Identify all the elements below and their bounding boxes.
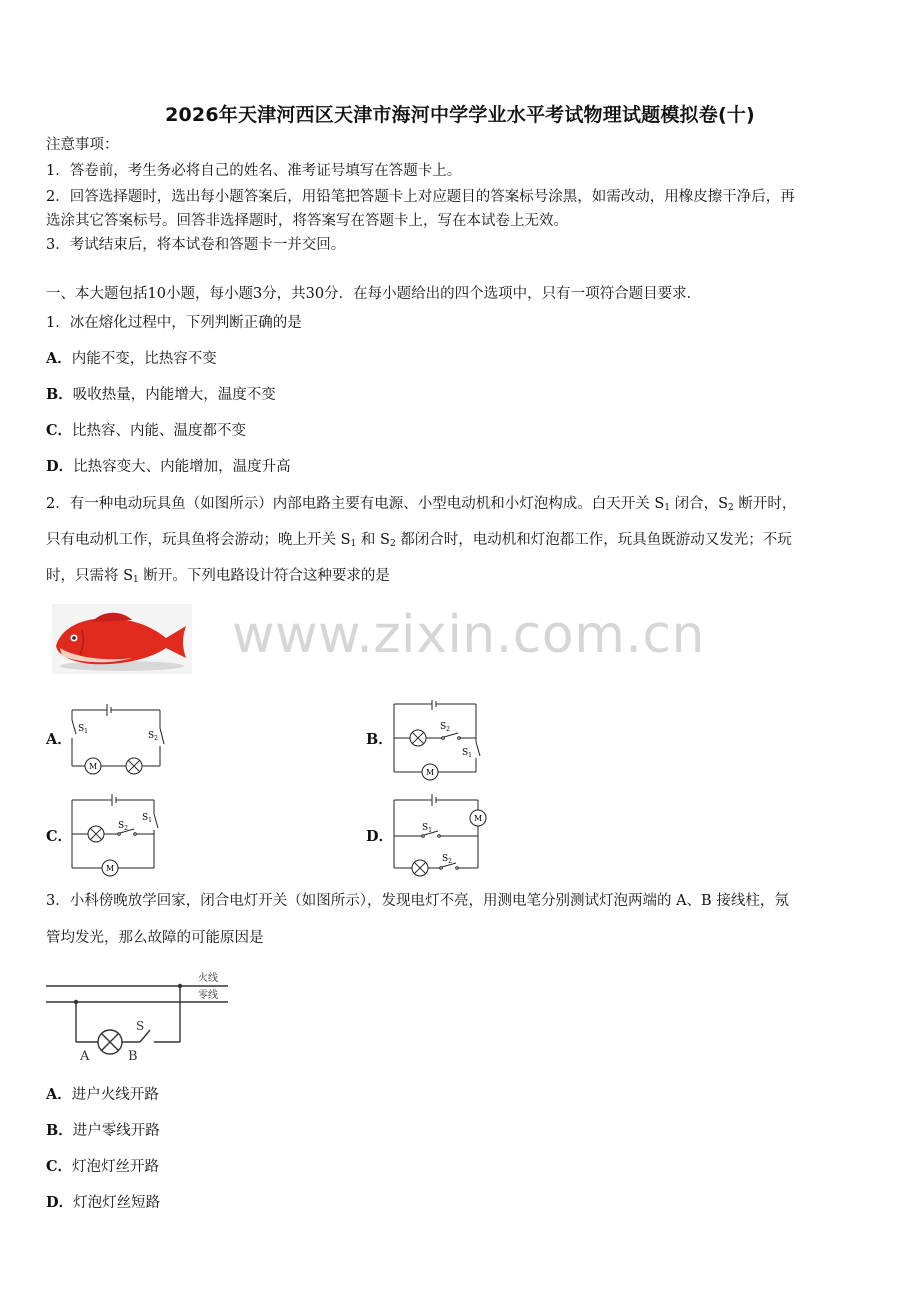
option-text: 比热容变大、内能增加，温度升高	[73, 459, 291, 475]
notice-item-1: 1．答卷前，考生务必将自己的姓名、准考证号填写在答题卡上。	[46, 163, 462, 179]
option-letter: D．	[46, 1194, 74, 1211]
q2-text: 时，只需将 S	[46, 568, 134, 584]
label-s2: $S_2$	[118, 821, 128, 832]
label-switch-s: S	[136, 1019, 145, 1033]
option-text: 内能不变，比热容不变	[71, 351, 217, 367]
subscript: 1	[664, 503, 670, 513]
q2-text: 都闭合时，电动机和灯泡都工作，玩具鱼既游动又发光；不玩	[395, 532, 792, 548]
label-live-wire: 火线	[198, 973, 218, 984]
q2-text: 闭合，S	[670, 496, 729, 512]
label-s1: $S_1$	[462, 748, 472, 759]
q2-text: 断开时，	[733, 496, 797, 512]
question-2-line-3	[46, 565, 390, 591]
label-s2: $S_2$	[148, 731, 158, 742]
option-text: 比热容、内能、温度都不变	[72, 423, 247, 439]
q2-text: 和 S	[356, 532, 390, 548]
subscript: 1	[350, 539, 357, 549]
q2-text: 只有电动机工作，玩具鱼将会游动；晚上开关 S	[46, 532, 351, 548]
page-title: 2026年天津河西区天津市海河中学学业水平考试物理试题模拟卷(十)	[165, 104, 755, 126]
question-2-line-2	[46, 529, 792, 555]
label-s1: $S_1$	[422, 823, 432, 834]
option-text: 进户火线开路	[71, 1087, 159, 1103]
circuit-option-b-label: B．	[366, 731, 393, 748]
question-1-option-d	[46, 456, 291, 478]
label-s1: $S_1$	[78, 724, 88, 735]
option-letter: C．	[46, 1158, 73, 1175]
notice-item-2-line-1: 2．回答选择题时，选出每小题答案后，用铅笔把答题卡上对应题目的答案标号涂黑，如需改动，用橡皮擦干净后，再	[46, 189, 795, 205]
switch-s2-blade	[160, 728, 164, 744]
circuit-diagram-c	[66, 792, 166, 878]
question-3-option-a	[46, 1084, 159, 1106]
question-2-line-1	[46, 493, 796, 519]
option-letter: C．	[46, 422, 73, 439]
section-heading: 一、本大题包括10小题，每小题3分，共30分．在每小题给出的四个选项中，只有一项符合题目要求．	[46, 286, 702, 302]
question-1-stem: 1．冰在熔化过程中，下列判断正确的是	[46, 315, 302, 331]
question-3-line-1: 3．小科傍晚放学回家，闭合电灯开关（如图所示），发现电灯不亮，用测电笔分别测试灯泡两端的 A、B 接线柱，氖	[46, 893, 789, 909]
option-text: 吸收热量，内能增大，温度不变	[72, 387, 276, 403]
label-motor: M	[106, 864, 115, 873]
question-3-option-c	[46, 1156, 159, 1178]
option-letter: B．	[46, 1122, 73, 1139]
circuit-diagram-a	[66, 698, 172, 780]
subscript: 1	[133, 575, 139, 585]
switch-s1-blade	[476, 742, 480, 756]
circuit-option-d-label: D．	[366, 828, 394, 845]
notice-item-2-line-2: 选涂其它答案标号。回答非选择题时，将答案写在答题卡上，写在本试卷上无效。	[46, 213, 568, 229]
label-motor: M	[89, 762, 98, 771]
q2-text: 断开。下列电路设计符合这种要求的是	[138, 568, 390, 584]
label-motor: M	[426, 768, 435, 777]
label-s2: $S_2$	[440, 722, 450, 733]
q2-text: 2．有一种电动玩具鱼（如图所示）内部电路主要有电源、小型电动机和小灯泡构成。白天开关 S	[46, 496, 665, 512]
label-terminal-a: A	[80, 1049, 90, 1064]
option-text: 灯泡灯丝短路	[73, 1195, 161, 1211]
subscript: 2	[389, 539, 396, 549]
label-motor: M	[474, 814, 483, 823]
question-1-option-a	[46, 348, 217, 370]
switch-s1-blade	[72, 720, 76, 734]
watermark: www.zixin.com.cn	[232, 605, 705, 665]
option-letter: A．	[46, 1086, 72, 1103]
question-1-option-b	[46, 384, 276, 406]
label-s1: $S_1$	[142, 813, 152, 824]
switch-s1-blade	[154, 814, 158, 828]
question-3-line-2: 管均发光，那么故障的可能原因是	[46, 930, 264, 946]
switch-s2-blade	[444, 733, 458, 737]
option-letter: D．	[46, 458, 74, 475]
toy-fish-image	[52, 604, 192, 674]
option-letter: B．	[46, 386, 73, 403]
label-neutral-wire: 零线	[198, 990, 218, 1001]
circuit-option-c-label: C．	[46, 828, 73, 845]
label-terminal-b: B	[128, 1049, 138, 1064]
option-text: 进户零线开路	[72, 1123, 160, 1139]
circuit-option-a-label: A．	[46, 731, 72, 748]
question-3-option-d	[46, 1192, 160, 1214]
notice-heading: 注意事项：	[46, 137, 119, 153]
question-3-option-b	[46, 1120, 160, 1142]
option-text: 灯泡灯丝开路	[72, 1159, 160, 1175]
household-circuit-diagram	[42, 968, 232, 1064]
subscript: 2	[728, 503, 734, 513]
question-1-option-c	[46, 420, 246, 442]
label-s2: $S_2$	[442, 854, 452, 865]
circuit-diagram-b	[388, 700, 484, 782]
circuit-diagram-d	[388, 792, 492, 878]
option-letter: A．	[46, 350, 72, 367]
notice-item-3: 3．考试结束后，将本试卷和答题卡一并交回。	[46, 237, 346, 253]
